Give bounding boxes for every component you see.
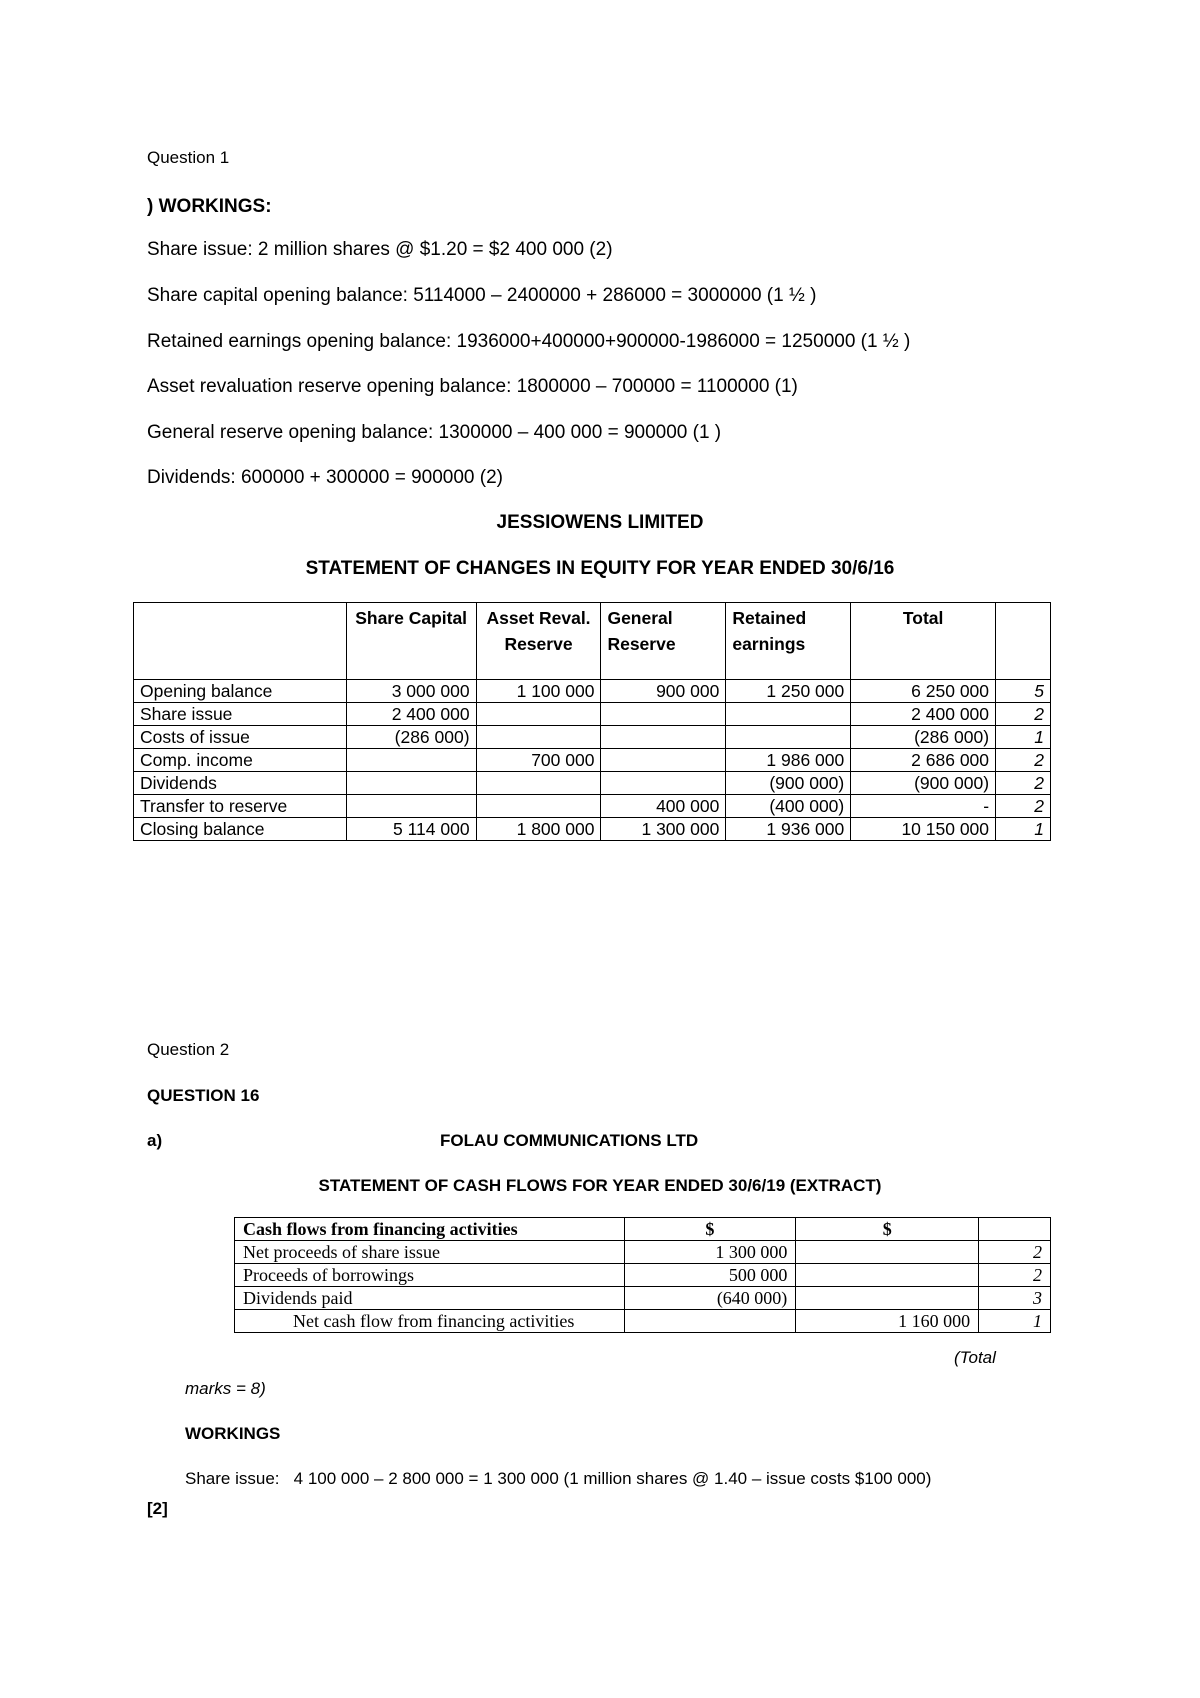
share-issue-label: Share issue: xyxy=(185,1469,280,1488)
total-marks-note: (Total xyxy=(954,1348,996,1367)
statement-title: STATEMENT OF CHANGES IN EQUITY FOR YEAR ENDED 30/6/16 xyxy=(305,558,895,579)
cell: 1 300 000 xyxy=(624,1241,796,1264)
cell: 1 100 000 xyxy=(476,680,601,703)
mark-cell: 3 xyxy=(979,1287,1051,1310)
cell: 700 000 xyxy=(476,749,601,772)
cell: (900 000) xyxy=(726,772,851,795)
cell: 500 000 xyxy=(624,1264,796,1287)
cell xyxy=(476,795,601,818)
table-header-row xyxy=(235,1218,1051,1241)
column-header: General Reserve xyxy=(601,603,726,680)
cell: 1 160 000 xyxy=(796,1310,979,1333)
mark-cell: 2 xyxy=(979,1241,1051,1264)
mark-cell: 2 xyxy=(996,703,1051,726)
cell: 10 150 000 xyxy=(851,818,996,841)
cell: (640 000) xyxy=(624,1287,796,1310)
column-header: Total xyxy=(851,603,996,680)
row-label: Dividends paid xyxy=(235,1287,625,1310)
cell: 2 686 000 xyxy=(851,749,996,772)
table-row xyxy=(235,1310,1051,1333)
row-label: Dividends xyxy=(134,772,347,795)
cell: 2 400 000 xyxy=(346,703,476,726)
changes-in-equity-table xyxy=(133,602,1051,841)
working-line: Share issue: 2 million shares @ $1.20 = $2 400 000 (2) xyxy=(147,239,613,260)
table-row xyxy=(235,1241,1051,1264)
row-label: Comp. income xyxy=(134,749,347,772)
column-header xyxy=(979,1218,1051,1241)
cell xyxy=(346,772,476,795)
cell: 1 936 000 xyxy=(726,818,851,841)
statement-title: STATEMENT OF CASH FLOWS FOR YEAR ENDED 30/6/19 (EXTRACT) xyxy=(318,1176,882,1195)
cell: 900 000 xyxy=(601,680,726,703)
working-line: Asset revaluation reserve opening balance: 1800000 – 700000 = 1100000 (1) xyxy=(147,376,798,397)
cell: 1 300 000 xyxy=(601,818,726,841)
table-row xyxy=(235,1287,1051,1310)
cell xyxy=(796,1264,979,1287)
cell: 2 400 000 xyxy=(851,703,996,726)
company-name: FOLAU COMMUNICATIONS LTD xyxy=(440,1131,699,1150)
question-16-heading: QUESTION 16 xyxy=(147,1086,260,1105)
mark-cell: 1 xyxy=(979,1310,1051,1333)
cell xyxy=(796,1287,979,1310)
column-header: Share Capital xyxy=(346,603,476,680)
cell xyxy=(346,749,476,772)
cell: 1 800 000 xyxy=(476,818,601,841)
company-name: JESSIOWENS LIMITED xyxy=(496,512,704,533)
share-issue-mark: [2] xyxy=(147,1499,168,1518)
cell xyxy=(796,1241,979,1264)
working-line: Share capital opening balance: 5114000 – 2400000 + 286000 = 3000000 (1 ½ ) xyxy=(147,285,817,306)
cell: (400 000) xyxy=(726,795,851,818)
table-row xyxy=(134,680,1051,703)
workings-title: ) WORKINGS: xyxy=(147,196,272,217)
cell: 5 114 000 xyxy=(346,818,476,841)
question-2-heading: Question 2 xyxy=(147,1040,230,1059)
working-line: Dividends: 600000 + 300000 = 900000 (2) xyxy=(147,467,503,488)
workings-title: WORKINGS xyxy=(185,1424,281,1443)
column-header xyxy=(996,603,1051,680)
cell xyxy=(601,749,726,772)
mark-cell: 5 xyxy=(996,680,1051,703)
mark-cell: 2 xyxy=(979,1264,1051,1287)
cell xyxy=(726,703,851,726)
row-label: Share issue xyxy=(134,703,347,726)
cell xyxy=(346,795,476,818)
mark-cell: 1 xyxy=(996,726,1051,749)
share-issue-working xyxy=(185,1469,931,1489)
working-line: Retained earnings opening balance: 1936000+400000+900000-1986000 = 1250000 (1 ½ ) xyxy=(147,331,911,352)
cell: 400 000 xyxy=(601,795,726,818)
cell: 3 000 000 xyxy=(346,680,476,703)
cell xyxy=(601,772,726,795)
table-row xyxy=(134,818,1051,841)
table-row xyxy=(134,749,1051,772)
cell xyxy=(476,703,601,726)
column-header xyxy=(134,603,347,680)
column-header: Asset Reval. Reserve xyxy=(476,603,601,680)
column-header: Retained earnings xyxy=(726,603,851,680)
table-row xyxy=(134,772,1051,795)
question-1-heading: Question 1 xyxy=(147,148,230,167)
table-header-row xyxy=(134,603,1051,680)
mark-cell: 2 xyxy=(996,772,1051,795)
row-label: Proceeds of borrowings xyxy=(235,1264,625,1287)
table-row xyxy=(134,726,1051,749)
working-line: General reserve opening balance: 1300000 – 400 000 = 900000 (1 ) xyxy=(147,422,722,443)
cash-flows-table xyxy=(234,1217,1051,1333)
column-header: $ xyxy=(624,1218,796,1241)
cell: 1 986 000 xyxy=(726,749,851,772)
share-issue-calc: 4 100 000 – 2 800 000 = 1 300 000 (1 million shares @ 1.40 – issue costs $100 000) xyxy=(293,1469,932,1488)
mark-cell: 2 xyxy=(996,795,1051,818)
cell: 1 250 000 xyxy=(726,680,851,703)
cell: (286 000) xyxy=(346,726,476,749)
cell: (900 000) xyxy=(851,772,996,795)
column-header: $ xyxy=(796,1218,979,1241)
cell: (286 000) xyxy=(851,726,996,749)
cell xyxy=(601,726,726,749)
row-label: Transfer to reserve xyxy=(134,795,347,818)
cell: - xyxy=(851,795,996,818)
table-row xyxy=(235,1264,1051,1287)
total-marks-note-cont: marks = 8) xyxy=(185,1379,266,1398)
cell xyxy=(624,1310,796,1333)
cell: 6 250 000 xyxy=(851,680,996,703)
column-header: Cash flows from financing activities xyxy=(235,1218,625,1241)
row-label: Opening balance xyxy=(134,680,347,703)
table-row xyxy=(134,795,1051,818)
mark-cell: 2 xyxy=(996,749,1051,772)
row-label: Closing balance xyxy=(134,818,347,841)
row-label: Net cash flow from financing activities xyxy=(235,1310,625,1333)
row-label: Costs of issue xyxy=(134,726,347,749)
cell xyxy=(476,726,601,749)
row-label: Net proceeds of share issue xyxy=(235,1241,625,1264)
table-row xyxy=(134,703,1051,726)
part-label: a) xyxy=(147,1131,163,1150)
cell xyxy=(601,703,726,726)
cell xyxy=(726,726,851,749)
mark-cell: 1 xyxy=(996,818,1051,841)
cell xyxy=(476,772,601,795)
